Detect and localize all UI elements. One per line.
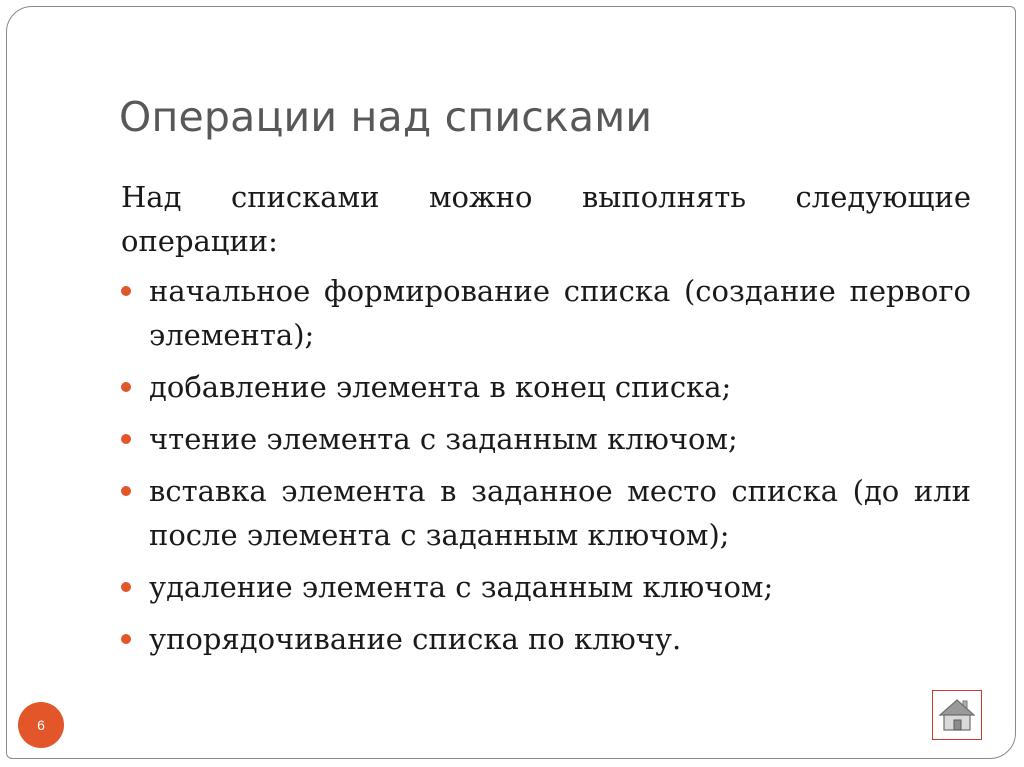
page-number-badge xyxy=(18,702,64,748)
bullet-dot-icon xyxy=(121,286,131,296)
bullet-dot-icon xyxy=(121,634,131,644)
bullet-item xyxy=(121,417,971,461)
bullet-list xyxy=(121,269,971,661)
bullet-item xyxy=(121,469,971,557)
slide-title: Операции над списками xyxy=(119,93,653,141)
bullet-text: чтение элемента с заданным ключом; xyxy=(149,422,738,456)
bullet-item xyxy=(121,269,971,357)
slide-content xyxy=(121,175,971,669)
home-icon xyxy=(937,695,977,735)
page-number: 6 xyxy=(37,717,45,733)
bullet-item xyxy=(121,617,971,661)
slide-frame xyxy=(6,6,1016,759)
bullet-text: упорядочивание списка по ключу. xyxy=(149,622,682,656)
bullet-item xyxy=(121,565,971,609)
bullet-dot-icon xyxy=(121,582,131,592)
intro-text: Над списками можно выполнять следующие операции: xyxy=(121,180,971,258)
bullet-dot-icon xyxy=(121,434,131,444)
bullet-text: вставка элемента в заданное место списка (до или после элемента с заданным ключом); xyxy=(149,474,971,552)
bullet-text: удаление элемента с заданным ключом; xyxy=(149,570,774,604)
home-button[interactable] xyxy=(932,690,982,740)
bullet-dot-icon xyxy=(121,486,131,496)
bullet-dot-icon xyxy=(121,382,131,392)
bullet-text: начальное формирование списка (создание первого элемента); xyxy=(149,274,971,352)
bullet-text: добавление элемента в конец списка; xyxy=(149,370,732,404)
bullet-item xyxy=(121,365,971,409)
